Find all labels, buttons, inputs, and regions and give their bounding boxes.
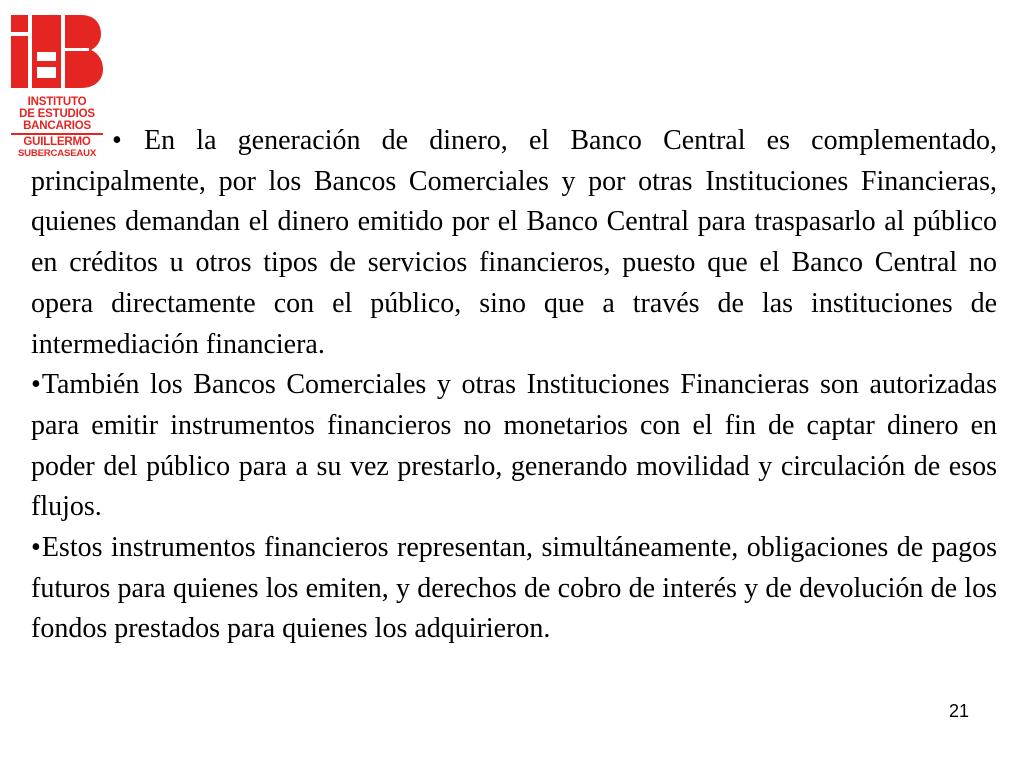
ieb-logo-mark xyxy=(11,12,103,88)
logo-text-line-1: INSTITUTO xyxy=(27,96,87,108)
paragraph-3-text: Estos instrumentos financieros representan, simultáneamente, obligaciones de pagos futuros para quienes los emiten, y derechos de cobro de interés y de devolución de los fondos prestados para quienes los adquirieron. xyxy=(31,532,997,645)
logo-text-line-2: DE ESTUDIOS xyxy=(19,108,95,120)
logo-text-line-4: GUILLERMO xyxy=(23,135,91,148)
paragraph-2-text: También los Bancos Comerciales y otras Instituciones Financieras son autorizadas para emitir instrumentos financieros no monetarios con el fin de captar dinero en poder del público para a su vez prestarlo, generando movilidad y circulación de esos flujos. xyxy=(31,369,997,523)
paragraph-1-text: En la generación de dinero, el Banco Central es complementado, principalmente, por los Bancos Comerciales y por otras Instituciones Financieras, quienes demandan el dinero emitido por el Banco Central para traspasarlo al público en créditos u otros tipos de servicios financieros, puesto que el Banco Central no opera directamente con el público, sino que a través de las instituciones de intermediación financiera. xyxy=(31,125,998,360)
logo-text-line-5: SUBERCASEAUX xyxy=(17,147,97,159)
paragraph-1 xyxy=(31,121,997,365)
bullet-3: • xyxy=(31,532,41,564)
page-number: 21 xyxy=(948,701,969,721)
bullet-1: • xyxy=(112,125,122,156)
logo-text-line-3: BANCARIOS xyxy=(23,120,91,132)
paragraph-3 xyxy=(31,528,997,650)
slide-body xyxy=(31,121,997,650)
bullet-2: • xyxy=(31,369,41,401)
paragraph-2 xyxy=(31,365,997,528)
